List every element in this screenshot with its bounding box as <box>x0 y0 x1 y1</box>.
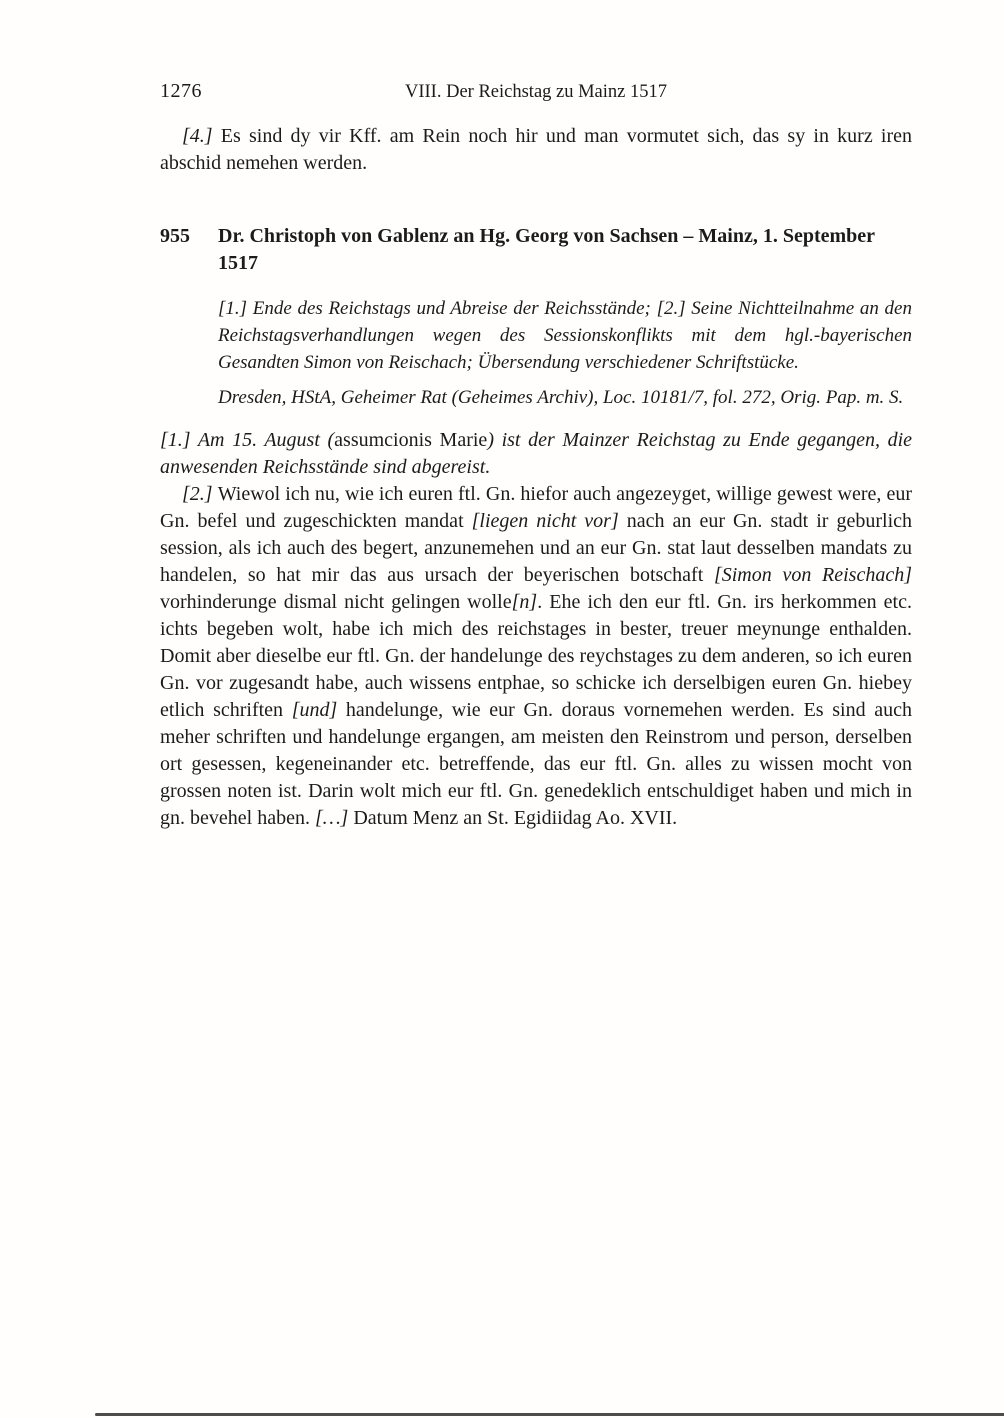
text-segment: [und] <box>291 699 338 721</box>
text-segment: Datum Menz an St. Egidiidag Ao. XVII. <box>353 807 678 829</box>
text-segment: Wiewol ich nu, wie ich euren ftl. Gn. hiefor auch angezeyget, willige gewest were, eur Gn. befel und zugeschickten mandat <box>160 483 913 532</box>
text-segment: nach an eur Gn. stadt ir geburlich session, als ich auch des begert, anzunemehen und an eur Gn. stat laut desselben mandats zu handelen, so hat mir das aus ursach der beyerischen botschaft <box>160 510 912 586</box>
text-segment: assumcionis Marie <box>334 429 488 451</box>
text-segment: [liegen nicht vor] <box>471 510 619 532</box>
entry-number: 955 <box>160 225 190 247</box>
entry-summary <box>218 295 912 376</box>
body-paragraph-1 <box>160 427 912 481</box>
text-segment: [4.] <box>182 125 221 147</box>
intro-paragraph-4 <box>160 123 912 177</box>
page-number: 1276 <box>160 80 202 102</box>
text-segment: […] <box>314 807 354 829</box>
page-header <box>160 80 912 107</box>
entry-955 <box>160 223 912 832</box>
text-segment: ) ist der Mainzer Reichstag zu Ende gegangen, die anwesenden Reichsstände sind abgereist. <box>160 429 912 478</box>
entry-source-reference: Dresden, HStA, Geheimer Rat (Geheimes Archiv), Loc. 10181/7, fol. 272, Orig. Pap. m. S. <box>218 387 904 408</box>
text-segment: [Simon von Reischach] <box>713 564 912 586</box>
text-segment: . Ehe ich den eur ftl. Gn. irs herkommen etc. ichts begeben wolt, habe ich mich des reichstages in bester, treuer meynunge enthalden. Domit aber dieselbe eur ftl. Gn. der handelunge des reychstages zu dem anderen, so ich euren Gn. vor zugesandt habe, auch wissens entphae, so schicke ich derselbigen euren Gn. hiebey etlich schriften <box>160 591 912 721</box>
entry-heading <box>160 223 912 277</box>
entry-title: Dr. Christoph von Gablenz an Hg. Georg von Sachsen – Mainz, 1. September 1517 <box>218 225 875 274</box>
text-segment: vorhinderunge dismal nicht gelingen wolle <box>160 591 512 613</box>
text-segment: Es sind dy vir Kff. am Rein noch hir und man vormutet sich, das sy in kurz iren abschid nemehen werden. <box>160 125 912 174</box>
running-header: VIII. Der Reichstag zu Mainz 1517 <box>405 82 667 102</box>
text-segment: handelunge, wie eur Gn. doraus vornemehen werden. Es sind auch meher schriften und handelunge ergangen, am meisten den Reinstrom und person, derselben ort gesessen, kegeneinander etc. betreffende, das eur ftl. Gn. alles zu wissen mocht von grossen noten ist. Darin wolt mich eur ftl. Gn. genedeklich entschuldiget haben und mich in gn. bevehel haben. <box>160 699 912 829</box>
text-segment: [n] <box>511 591 538 613</box>
text-segment: [1.] Ende des Reichstags und Abreise der Reichsstände; [2.] Seine Nichtteilnahme an den Reichstagsverhandlungen wegen des Sessionskonflikts mit dem hgl.-bayerischen Gesandten Simon von Reischach; Übersendung verschiedener Schriftstücke. <box>218 298 912 373</box>
body-paragraph-2 <box>160 481 912 832</box>
text-segment: [1.] Am 15. August ( <box>160 429 335 451</box>
text-segment: [2.] <box>182 483 218 505</box>
scan-artifact-line <box>95 1413 1004 1416</box>
